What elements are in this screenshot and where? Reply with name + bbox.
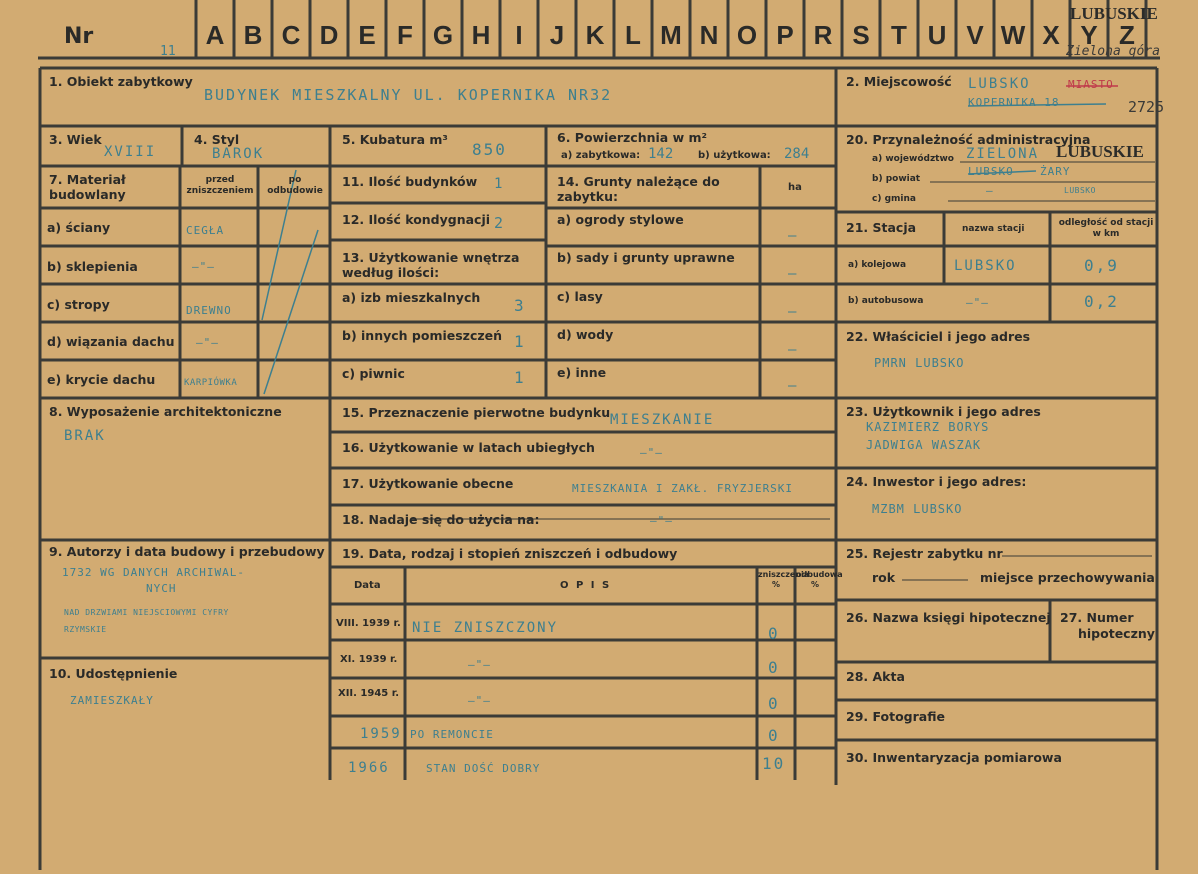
field-17-label: 17. Użytkowanie obecne [342,476,514,491]
field-20b-struck: LUBSKO [968,165,1014,178]
stamp-lubuskie-top: LUBUSKIE [1070,4,1158,23]
field-25-miejsce: miejsce przechowywania [980,570,1155,585]
field-19-col-odb: odbudowa % [796,570,843,589]
field-20a-label: a) województwo [872,154,954,164]
field-19-row3-zn: 0 [768,694,780,713]
field-19-label: 19. Data, rodzaj i stopień zniszczeń i odbudowy [342,546,678,561]
field-14c-label: c) lasy [557,289,603,304]
field-6-label: 6. Powierzchnia w m² [557,130,707,145]
letter-cell: A [205,20,225,50]
field-1-value: BUDYNEK MIESZKALNY UL. KOPERNIKA NR32 [204,86,613,104]
field-19-row1-date: VIII. 1939 r. [336,618,401,629]
field-25-label: 25. Rejestr zabytku nr [846,546,1003,561]
field-3-label: 3. Wiek [49,132,102,147]
field-13-label: 13. Użytkowanie wnętrza według ilości: [342,250,520,280]
field-7e-value: KARPIÓWKA [184,378,238,388]
field-7d-label: d) wiązania dachu [47,334,175,349]
field-26-label: 26. Nazwa księgi hipotecznej [846,610,1051,625]
field-6-value-a: 142 [648,146,674,162]
field-2-number: 2725 [1128,98,1165,116]
field-14d-value: — [788,342,799,358]
field-23-label: 23. Użytkownik i jego adres [846,404,1041,419]
field-9-value4: RZYMSKIE [64,625,107,634]
field-7b-value: —"— [192,260,215,273]
letter-cell: F [397,20,413,50]
field-7b-label: b) sklepienia [47,259,138,274]
field-19-row1-zn: 0 [768,624,780,643]
field-8-value: BRAK [64,428,106,444]
field-14e-label: e) inne [557,365,607,380]
field-27-label1: 27. Numer [1060,610,1134,625]
field-10-value: ZAMIESZKAŁY [70,694,154,707]
field-11-value: 1 [494,176,505,192]
field-21a-dist: 0,9 [1084,256,1119,275]
letter-cell: P [776,20,794,50]
field-20b-value: ŻARY [1040,165,1071,178]
field-19-row3-date: XII. 1945 r. [338,688,400,699]
field-9-value1: 1732 WG DANYCH ARCHIWAL- [62,566,245,579]
field-4-label: 4. Styl [194,132,240,147]
field-22-value: PMRN LUBSKO [874,356,965,370]
letter-cell: E [358,20,376,50]
field-19-row1-opis: NIE ZNISZCZONY [412,620,559,636]
field-7a-label: a) ściany [47,220,111,235]
field-7-label: 7. Materiał budowlany [49,172,126,202]
field-20-label: 20. Przynależność administracyjna [846,132,1091,147]
field-20b-label: b) powiat [872,174,921,184]
field-20c-value1: — [986,184,994,197]
field-19-row2-zn: 0 [768,658,780,677]
field-16-value: —"— [640,446,663,459]
field-8-label: 8. Wyposażenie architektoniczne [49,404,282,419]
field-7d-value: —"— [196,336,219,349]
field-20a-stamp: LUBUSKIE [1056,142,1144,161]
letter-cell: D [319,20,339,50]
letter-cell: K [585,20,605,50]
field-19-row2-date: XI. 1939 r. [340,654,398,665]
field-21-label: 21. Stacja [846,220,917,235]
field-9-value2: NYCH [146,582,177,595]
field-9-value3: NAD DRZWIAMI NIEJSCIOWYMI CYFRY [64,608,229,617]
letter-cell: Y [1080,20,1098,50]
letter-cell: Z [1119,20,1135,50]
letter-cell: N [699,20,719,50]
field-25-rok: rok [872,570,896,585]
letter-cell: I [515,20,523,50]
field-19-col-date: Data [354,580,381,591]
field-7-col-before: przed zniszczeniem [186,175,254,196]
field-7e-label: e) krycie dachu [47,372,156,387]
field-21-col-dist: odległość od stacji w km [1058,218,1154,239]
letter-cell: W [1000,20,1026,50]
nr-value: 11 [160,44,176,59]
field-5-value: 850 [472,140,507,159]
field-2-value2: KOPERNIKA 18 [968,96,1060,109]
field-19-row5-date: 1966 [348,760,390,776]
field-14b-label: b) sady i grunty uprawne [557,250,735,265]
field-1-label: 1. Obiekt zabytkowy [49,74,193,89]
letter-cell: J [549,20,565,50]
field-13c-label: c) piwnic [342,366,405,381]
field-19-row3-opis: —"— [468,694,491,707]
letter-cell: M [660,20,682,50]
field-7c-label: c) stropy [47,297,110,312]
field-6-value-b: 284 [784,146,810,162]
field-27-label2: hipoteczny [1078,626,1155,641]
field-21b-label: b) autobusowa [848,296,924,306]
field-14c-value: — [788,304,799,320]
field-2-label: 2. Miejscowość [846,74,952,89]
letter-cell: B [243,20,263,50]
field-19-row5-opis: STAN DOŚĆ DOBRY [426,762,541,775]
handwritten-top-note: Zielona góra [1066,44,1160,59]
field-6-sub-a: a) zabytkowa: [561,150,641,161]
field-29-label: 29. Fotografie [846,709,945,724]
field-21a-label: a) kolejowa [848,260,907,270]
field-15-label: 15. Przeznaczenie pierwotne budynku [342,405,611,420]
field-16-label: 16. Użytkowanie w latach ubiegłych [342,440,595,455]
field-18-label: 18. Nadaje się do użycia na: [342,512,540,527]
field-12-value: 2 [494,214,506,232]
field-19-row4-date: 1959 [360,726,402,742]
letter-cell: L [625,20,641,50]
field-6-sub-b: b) użytkowa: [698,150,771,161]
field-2-value-red: MIASTO [1068,78,1114,91]
field-24-label: 24. Inwestor i jego adres: [846,474,1027,489]
nr-label: Nr [64,24,94,49]
field-21b-dist: 0,2 [1084,292,1119,311]
field-30-label: 30. Inwentaryzacja pomiarowa [846,750,1062,765]
field-21a-name: LUBSKO [954,258,1017,274]
field-19-row5-zn: 10 [762,754,786,773]
field-7-col-after: po odbudowie [267,175,323,196]
field-5-label: 5. Kubatura m³ [342,132,448,147]
field-17-value: MIESZKANIA I ZAKŁ. FRYZJERSKI [572,482,794,495]
field-14b-value: — [788,266,799,282]
field-2-value1: LUBSKO [968,76,1031,92]
field-13a-label: a) izb mieszkalnych [342,290,481,305]
field-13b-value: 1 [514,332,526,351]
letter-cell: R [813,20,833,50]
field-20c-value2: LUBSKO [1064,186,1096,195]
letter-cell: O [736,20,758,50]
field-7a-value: CEGŁA [186,224,225,237]
field-4-value: BAROK [212,146,265,162]
field-19-row4-zn: 0 [768,726,780,745]
field-14a-label: a) ogrody stylowe [557,212,684,227]
field-19-row2-opis: —"— [468,658,491,671]
field-21-col-name: nazwa stacji [962,224,1025,234]
field-19-row4-opis: PO REMONCIE [410,728,494,741]
field-22-label: 22. Właściciel i jego adres [846,329,1031,344]
field-14-unit: ha [788,182,802,193]
field-10-label: 10. Udostępnienie [49,666,178,681]
letter-cell: T [891,20,907,50]
field-13a-value: 3 [514,296,526,315]
field-12-label: 12. Ilość kondygnacji [342,212,491,227]
field-11-label: 11. Ilość budynków [342,174,478,189]
field-15-value: MIESZKANIE [610,412,715,428]
field-14e-value: — [788,378,799,394]
field-19-col-opis: O P I S [560,580,612,591]
field-19-col-zn: zniszczenia % [758,570,810,589]
field-14d-label: d) wody [557,327,614,342]
letter-cell: G [432,20,454,50]
field-7c-value: DREWNO [186,304,232,317]
letter-cell: H [471,20,491,50]
letter-cell: S [852,20,870,50]
field-13c-value: 1 [514,368,526,387]
field-14-label: 14. Grunty należące do zabytku: [557,174,720,204]
field-9-label: 9. Autorzy i data budowy i przebudowy [49,544,325,559]
letter-cell: V [966,20,984,50]
field-21b-name: —"— [966,296,989,309]
field-23-value1: KAZIMIERZ BORYS [866,420,990,434]
field-13b-label: b) innych pomieszczeń [342,328,503,343]
field-3-value: XVIII [104,144,157,160]
letter-cell: X [1042,20,1060,50]
field-28-label: 28. Akta [846,669,905,684]
field-20a-value: ZIELONA [966,146,1040,162]
letter-cell: U [927,20,947,50]
field-24-value: MZBM LUBSKO [872,502,963,516]
field-18-value: —"— [650,514,673,527]
field-20c-label: c) gmina [872,194,916,204]
field-14a-value: — [788,228,799,244]
letter-cell: C [281,20,301,50]
field-23-value2: JADWIGA WASZAK [866,438,982,452]
